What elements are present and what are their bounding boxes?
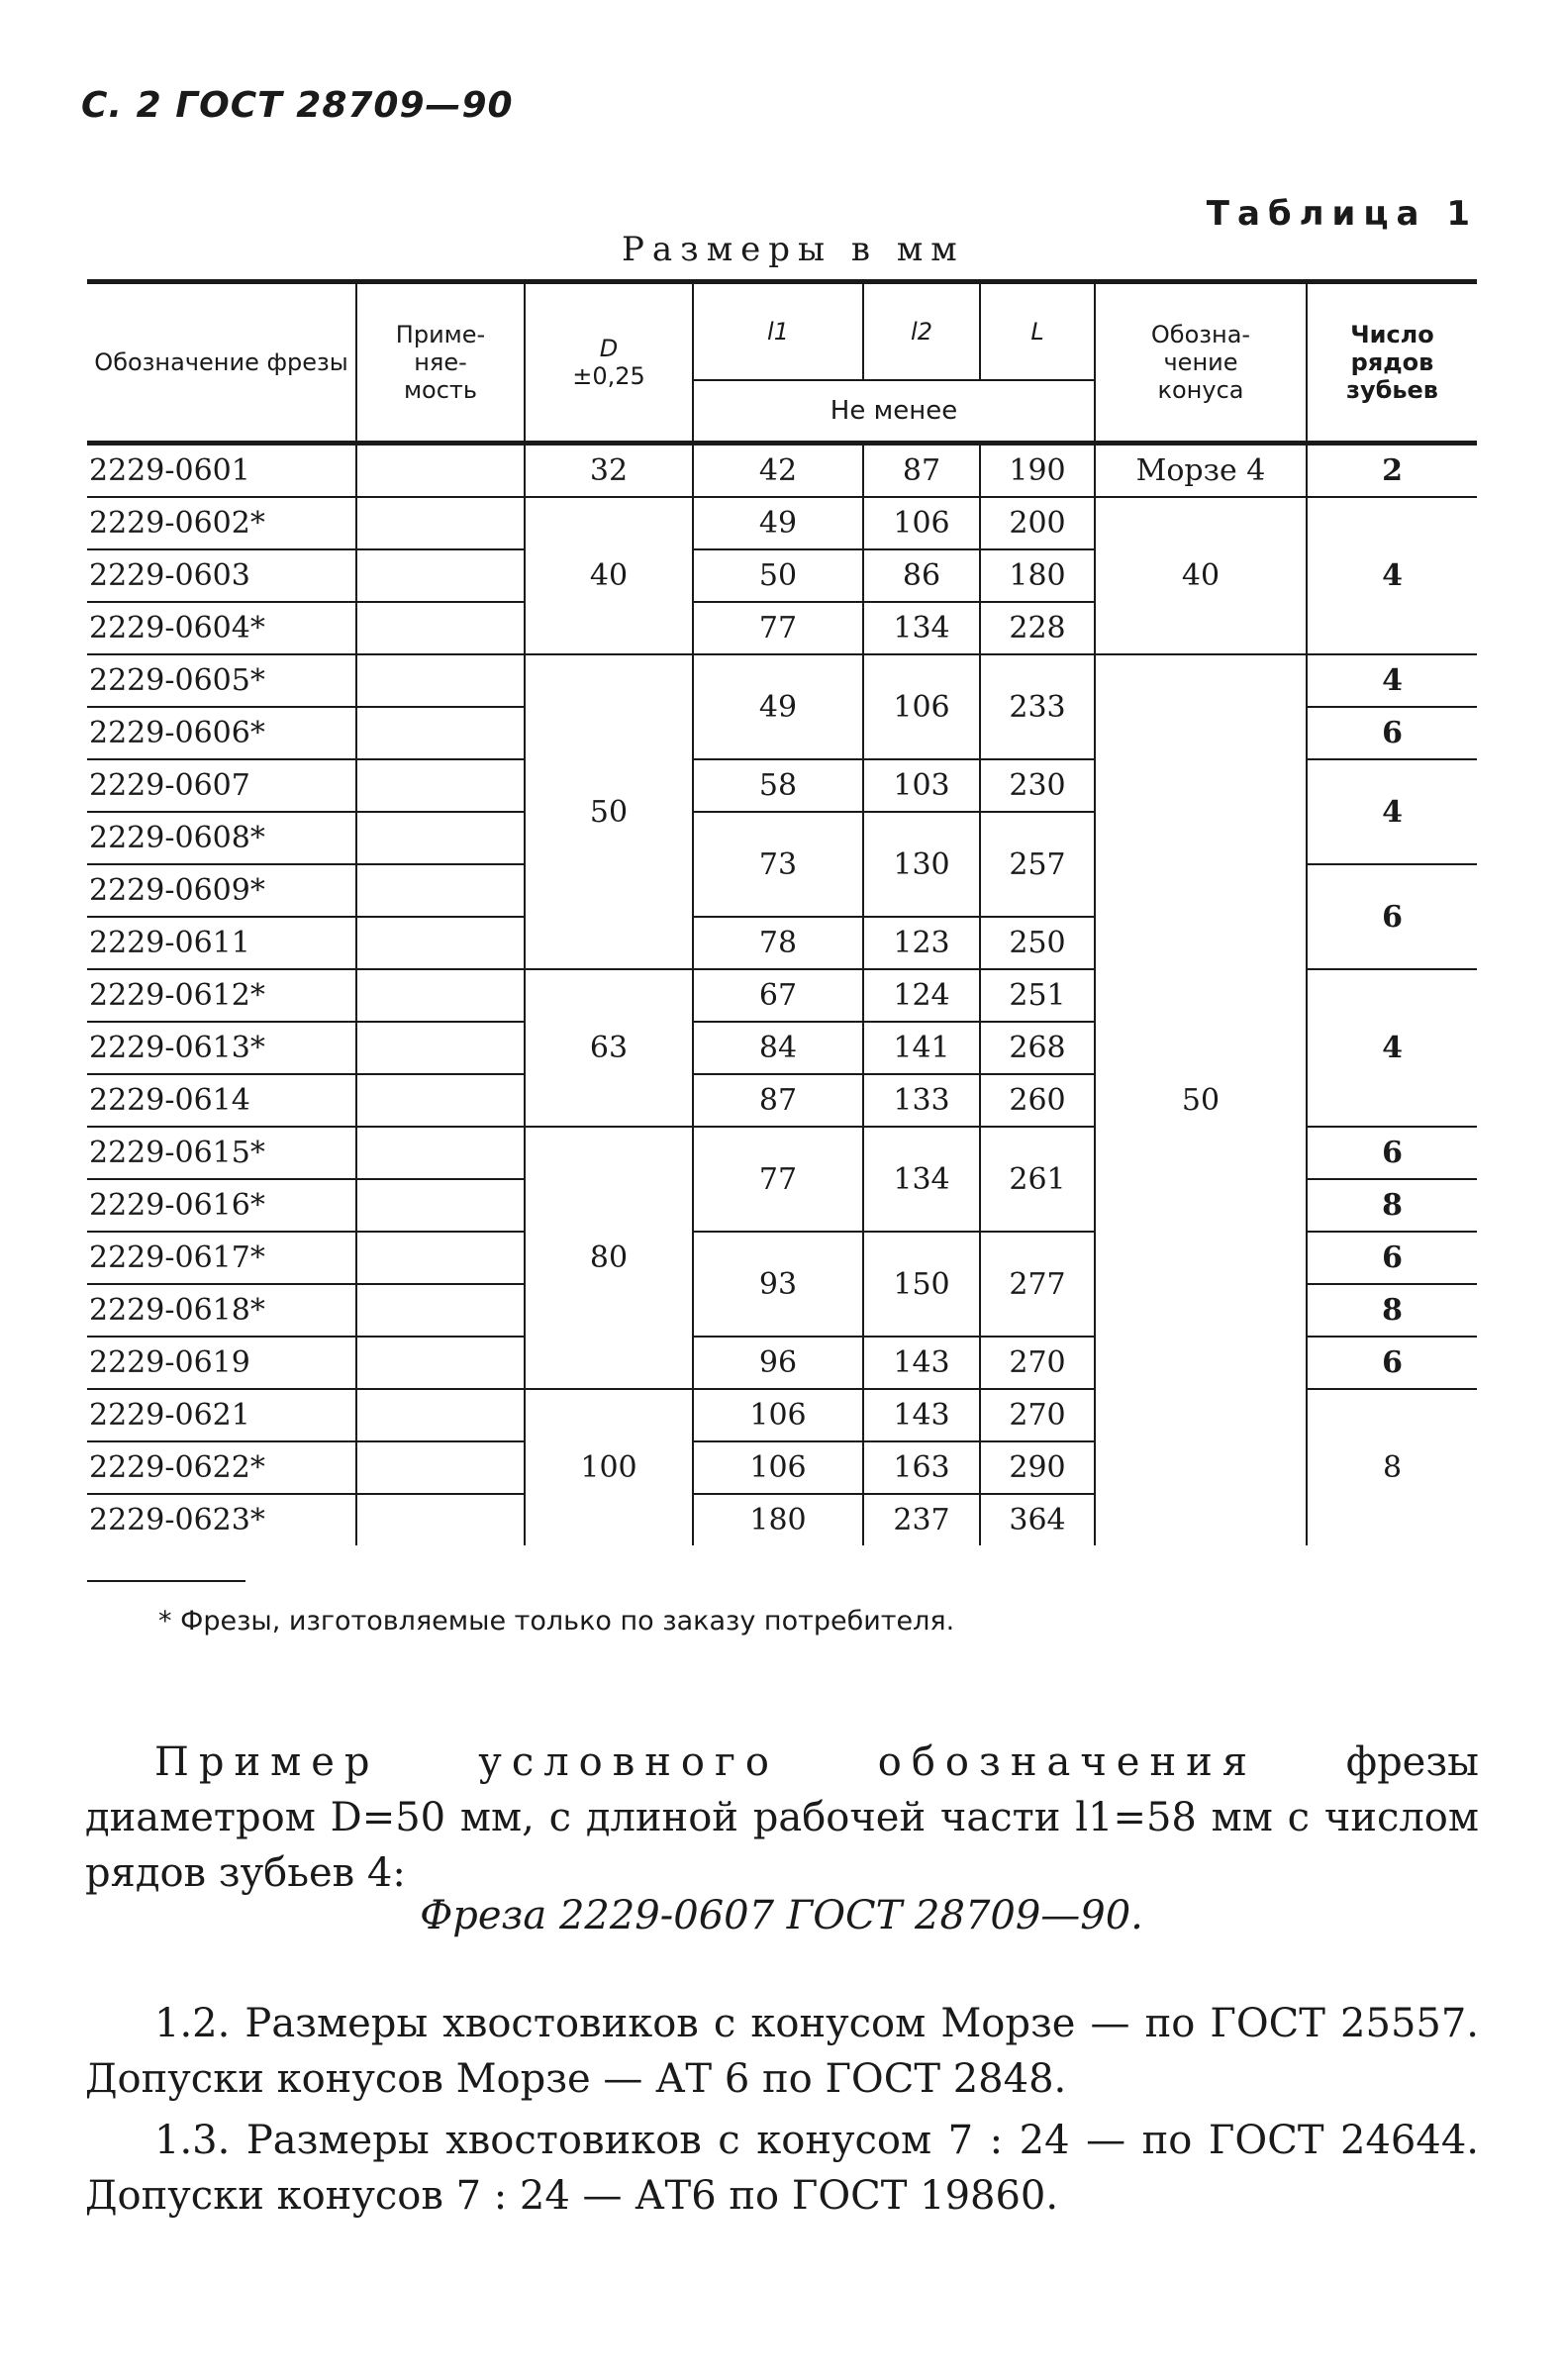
l2-cell: 106 [863, 654, 980, 759]
applicability-cell [356, 1127, 525, 1179]
applicability-cell [356, 969, 525, 1022]
diameter-cell: 50 [525, 654, 693, 969]
designation-cell: 2229-0616* [87, 1179, 356, 1232]
l2-cell: 124 [863, 969, 980, 1022]
header-l2: l2 [863, 282, 980, 380]
footnote-rule [87, 1580, 245, 1582]
designation-cell: 2229-0618* [87, 1284, 356, 1337]
l1-cell: 58 [693, 759, 863, 812]
l1-cell: 67 [693, 969, 863, 1022]
table-row [87, 654, 1477, 707]
designation-cell: 2229-0611 [87, 917, 356, 969]
designation-example-paragraph [85, 1735, 1479, 1901]
l2-cell: 143 [863, 1389, 980, 1441]
header-d-tolerance: ±0,25 [572, 362, 645, 390]
l2-cell: 163 [863, 1441, 980, 1494]
teeth-cell: 6 [1307, 864, 1477, 969]
applicability-cell [356, 1022, 525, 1074]
designation-cell: 2229-0602* [87, 497, 356, 549]
l1-cell: 106 [693, 1389, 863, 1441]
applicability-cell [356, 917, 525, 969]
l2-cell: 134 [863, 602, 980, 654]
cone-cell: Морзе 4 [1095, 444, 1307, 498]
header-L: L [980, 282, 1095, 380]
designation-cell: 2229-0605* [87, 654, 356, 707]
l2-cell: 143 [863, 1337, 980, 1389]
applicability-cell [356, 497, 525, 549]
header-not-less: Не менее [693, 380, 1095, 444]
teeth-cell: 6 [1307, 1337, 1477, 1389]
teeth-cell: 6 [1307, 707, 1477, 759]
l2-cell: 123 [863, 917, 980, 969]
teeth-cell: 2 [1307, 444, 1477, 498]
applicability-cell [356, 602, 525, 654]
l1-cell: 42 [693, 444, 863, 498]
example-designation: Фреза 2229-0607 ГОСТ 28709—90. [420, 1893, 1143, 1938]
l1-cell: 49 [693, 497, 863, 549]
designation-cell: 2229-0609* [87, 864, 356, 917]
L-cell: 290 [980, 1441, 1095, 1494]
L-cell: 228 [980, 602, 1095, 654]
l2-cell: 237 [863, 1494, 980, 1545]
designation-cell: 2229-0615* [87, 1127, 356, 1179]
l2-cell: 106 [863, 497, 980, 549]
footnote-text: * Фрезы, изготовляемые только по заказу потребителя. [158, 1606, 955, 1636]
designation-cell: 2229-0623* [89, 1503, 265, 1537]
clause-1-2: 1.2. Размеры хвостовиков с конусом Морзе — по ГОСТ 25557. Допуски конусов Морзе — АТ 6 по ГОСТ 2848. [85, 2001, 1479, 2102]
designation-cell: 2229-0619 [87, 1337, 356, 1389]
cone-cell: 40 [1095, 497, 1307, 654]
designation-cell: 2229-0606* [87, 707, 356, 759]
l1-cell: 93 [693, 1232, 863, 1337]
l1-cell: 77 [693, 602, 863, 654]
L-cell: 268 [980, 1022, 1095, 1074]
designation-cell: 2229-0607 [87, 759, 356, 812]
l1-cell: 87 [693, 1074, 863, 1127]
header-d-symbol: D [599, 335, 619, 362]
teeth-cell: 4 [1307, 969, 1477, 1127]
l2-cell: 87 [863, 444, 980, 498]
table-row [87, 444, 1477, 498]
header-cone: Обозна- чение конуса [1095, 282, 1307, 444]
diameter-cell: 80 [525, 1127, 693, 1389]
L-cell: 277 [980, 1232, 1095, 1337]
L-cell: 180 [980, 549, 1095, 602]
L-cell: 251 [980, 969, 1095, 1022]
header-l1: l1 [693, 282, 863, 380]
units-label: Размеры в мм [622, 230, 965, 269]
example-lead: Пример условного обозначения [154, 1739, 1258, 1785]
teeth-cell: 4 [1307, 759, 1477, 864]
L-cell: 270 [980, 1337, 1095, 1389]
applicability-cell [356, 707, 525, 759]
header-designation: Обозначение фрезы [87, 282, 356, 444]
l1-cell: 180 [693, 1494, 863, 1545]
teeth-cell: 8 [1307, 1284, 1477, 1337]
diameter-cell: 63 [525, 969, 693, 1127]
designation-cell: 2229-0613* [87, 1022, 356, 1074]
designation-cell: 2229-0614 [87, 1074, 356, 1127]
applicability-cell [356, 654, 525, 707]
teeth-cell: 4 [1307, 654, 1477, 707]
diameter-cell: 100 [525, 1389, 693, 1545]
teeth-cell: 8 [1307, 1389, 1477, 1545]
L-cell: 364 [980, 1494, 1095, 1545]
applicability-cell [356, 1389, 525, 1441]
table-row [87, 497, 1477, 549]
header-diameter [525, 282, 693, 444]
l2-cell: 86 [863, 549, 980, 602]
cutter-dimensions-table [87, 279, 1477, 1545]
L-cell: 230 [980, 759, 1095, 812]
diameter-cell: 40 [525, 497, 693, 654]
l1-cell: 77 [693, 1127, 863, 1232]
applicability-cell [356, 1441, 525, 1494]
footnote [87, 1580, 954, 1636]
l2-cell: 133 [863, 1074, 980, 1127]
teeth-cell: 6 [1307, 1232, 1477, 1284]
designation-cell: 2229-0601 [87, 444, 356, 498]
cone-cell: 50 [1095, 654, 1307, 1545]
designation-cell: 2229-0603 [87, 549, 356, 602]
L-cell: 261 [980, 1127, 1095, 1232]
applicability-cell [356, 1337, 525, 1389]
l2-cell: 150 [863, 1232, 980, 1337]
header-applicability: Приме- няе- мость [356, 282, 525, 444]
L-cell: 250 [980, 917, 1095, 969]
l2-cell: 141 [863, 1022, 980, 1074]
l1-cell: 50 [693, 549, 863, 602]
L-cell: 200 [980, 497, 1095, 549]
l1-cell: 78 [693, 917, 863, 969]
l1-cell: 73 [693, 812, 863, 917]
designation-cell: 2229-0604* [87, 602, 356, 654]
applicability-cell [356, 812, 525, 864]
applicability-cell [356, 1494, 525, 1545]
l2-cell: 130 [863, 812, 980, 917]
designation-cell: 2229-0612* [87, 969, 356, 1022]
applicability-cell [356, 444, 525, 498]
applicability-cell [356, 1074, 525, 1127]
L-cell: 257 [980, 812, 1095, 917]
table-label: Таблица 1 [1206, 194, 1478, 234]
applicability-cell [356, 1179, 525, 1232]
applicability-cell [356, 1232, 525, 1284]
l1-cell: 96 [693, 1337, 863, 1389]
L-cell: 260 [980, 1074, 1095, 1127]
applicability-cell [356, 549, 525, 602]
header-rows-of-teeth: Число рядов зубьев [1307, 282, 1477, 444]
teeth-cell: 6 [1307, 1127, 1477, 1179]
L-cell: 270 [980, 1389, 1095, 1441]
clause-1-3: 1.3. Размеры хвостовиков с конусом 7 : 24 — по ГОСТ 24644. Допуски конусов 7 : 24 — АТ6 по ГОСТ 19860. [85, 2118, 1479, 2219]
applicability-cell [356, 1284, 525, 1337]
l1-cell: 106 [693, 1441, 863, 1494]
designation-cell: 2229-0621 [87, 1389, 356, 1441]
l1-cell: 84 [693, 1022, 863, 1074]
L-cell: 233 [980, 654, 1095, 759]
l1-cell: 49 [693, 654, 863, 759]
l2-cell: 134 [863, 1127, 980, 1232]
example-text: фрезы диаметром D=50 мм, с длиной рабочей части l1=58 мм с числом рядов зубьев 4: [85, 1739, 1479, 1896]
applicability-cell [356, 759, 525, 812]
applicability-cell [356, 864, 525, 917]
l2-cell: 103 [863, 759, 980, 812]
diameter-cell: 32 [525, 444, 693, 498]
designation-cell: 2229-0622* [87, 1441, 356, 1494]
designation-cell: 2229-0617* [87, 1232, 356, 1284]
designation-cell: 2229-0608* [87, 812, 356, 864]
L-cell: 190 [980, 444, 1095, 498]
teeth-cell: 8 [1307, 1179, 1477, 1232]
page-header: С. 2 ГОСТ 28709—90 [81, 85, 514, 126]
teeth-cell: 4 [1307, 497, 1477, 654]
